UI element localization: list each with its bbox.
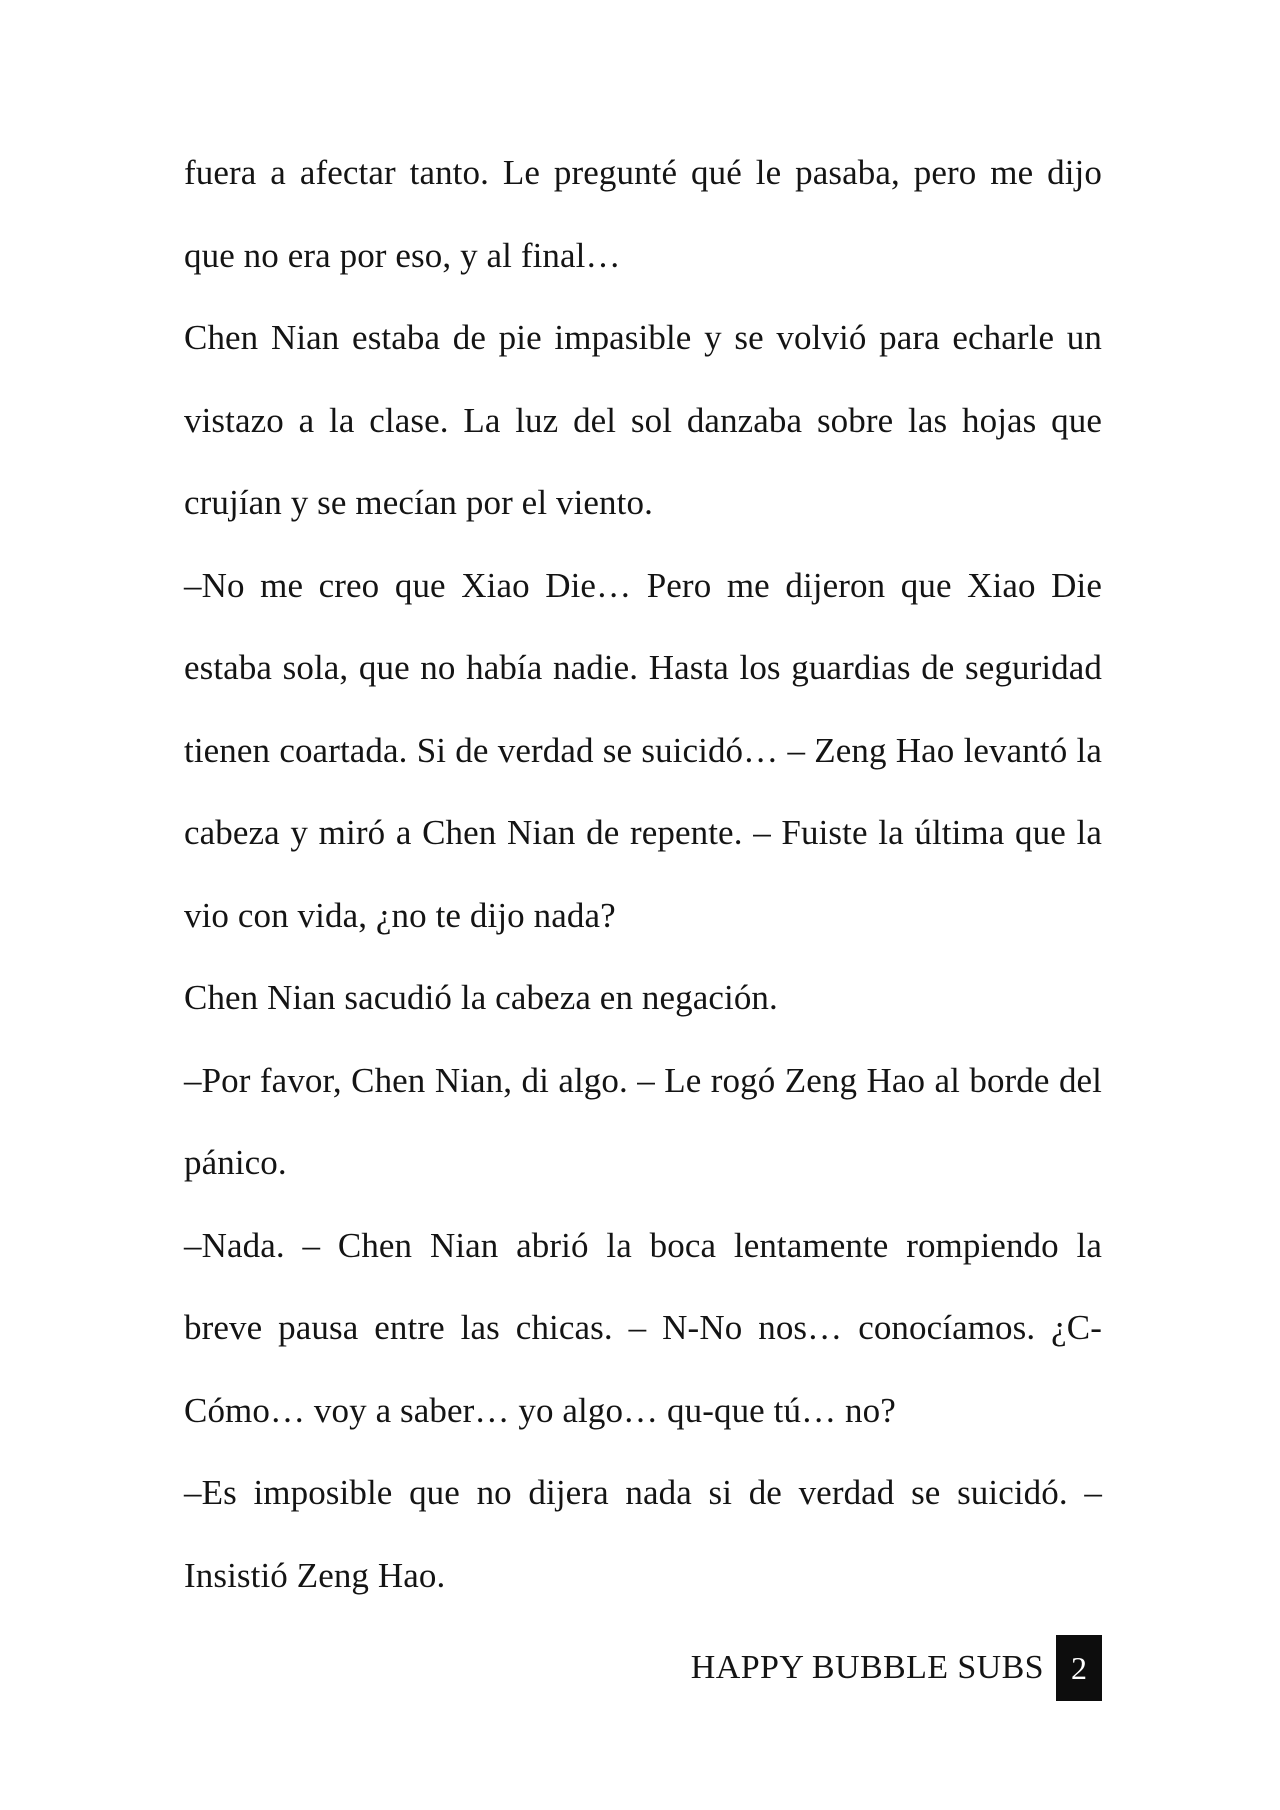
paragraph: –No me creo que Xiao Die… Pero me dijeron que Xiao Die estaba sola, que no había nadie. Hasta los guardias de seguridad tienen coartada. Si de verdad se suicidó… – Zeng Hao levantó la cabeza y miró a Chen Nian de repente. – Fuiste la última que la vio con vida, ¿no te dijo nada? (184, 565, 1102, 935)
paragraph: Chen Nian estaba de pie impasible y se volvió para echarle un vistazo a la clase. La luz del sol danzaba sobre las hojas que crujían y se mecían por el viento. (184, 318, 1102, 522)
paragraph: fuera a afectar tanto. Le pregunté qué le pasaba, pero me dijo que no era por eso, y al final… (184, 153, 1102, 275)
page-footer (691, 1635, 1102, 1701)
paragraph: –Por favor, Chen Nian, di algo. – Le rogó Zeng Hao al borde del pánico. (184, 1060, 1102, 1182)
footer-label: HAPPY BUBBLE SUBS (690, 1649, 1044, 1686)
paragraph: –Nada. – Chen Nian abrió la boca lentamente rompiendo la breve pausa entre las chicas. – N-No nos… conocíamos. ¿C-Cómo… voy a saber… yo algo… qu-que tú… no? (184, 1225, 1102, 1430)
paragraph: Chen Nian sacudió la cabeza en negación. (184, 978, 778, 1017)
page-body (184, 132, 1102, 1617)
paragraph: –Es imposible que no dijera nada si de verdad se suicidó. – Insistió Zeng Hao. (184, 1473, 1102, 1595)
page-number: 2 (1056, 1635, 1102, 1701)
